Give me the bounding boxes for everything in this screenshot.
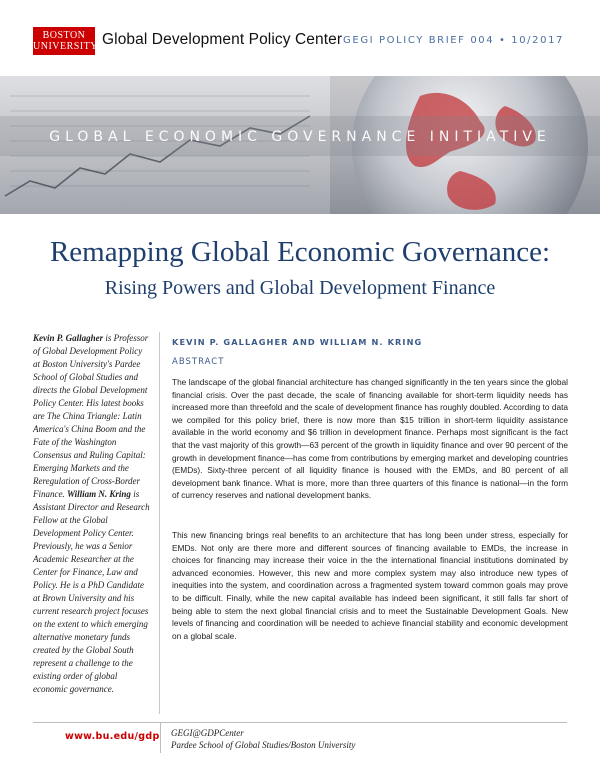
- footer-vertical-divider: [160, 723, 161, 753]
- author1-name: Kevin P. Gallagher: [33, 333, 104, 343]
- website-link[interactable]: www.bu.edu/gdp: [65, 731, 160, 742]
- cover-banner: [0, 76, 600, 214]
- footer-contact-handle: GEGI@GDPCenter: [171, 728, 244, 738]
- footer-contact-school: Pardee School of Global Studies/Boston University: [171, 740, 356, 750]
- center-name: Global Development Policy Center: [102, 31, 343, 48]
- abstract-heading: ABSTRACT: [172, 357, 225, 367]
- page-header: [0, 0, 600, 76]
- logo-line-1: BOSTON: [42, 30, 86, 41]
- footer-divider: [33, 722, 567, 723]
- brief-number: GEGI POLICY BRIEF 004 • 10/2017: [343, 35, 564, 46]
- boston-university-logo: [33, 27, 98, 55]
- author2-bio: is Assistant Director and Research Fellow at the Global Development Policy Center. Previously, he was a Senior Academic Researcher at the Center for Finance, Law and Policy. He is a PhD Candidate at Brown University and his current research project focuses on the extent to which emerging alternative monetary funds created by the Global South represent a challenge to the existing order of global economic governance.: [33, 489, 150, 694]
- abstract-paragraph-2: This new financing brings real benefits to an architecture that has long been under stress, especially for EMDs. Not only are there more and different sources of financing available to EMDs, the increase in choices for financing may increase their voice in the the international financial institutions dominated by advanced economies. However, this new and more complex system may also introduce new types of inequities into the system, and coordination across a fragmented system toward common goals may prove to be difficult. Finally, while the new capital available has indeed been significant, it still falls far short of being able to stem the next global financial crisis and to meet the Sustainable Development Goals. New levels of financing and coordination will be needed to achieve financial stability and economic development on a global scale.: [172, 530, 568, 641]
- footer-contact: [171, 727, 355, 751]
- author1-bio: is Professor of Global Development Policy at Boston University's Pardee School of Global Studies and directs the Global Development Policy Center. His latest books are The China Triangle: Latin America's China Boom and the Fate of the Washington Consensus and Ruling Capital: Emerging Markets and the Reregulation of Cross-Border Finance.: [33, 333, 149, 499]
- abstract-paragraph-1: The landscape of the global financial architecture has changed significantly in the ten years since the global financial crisis. Over the past decade, the scale of financing available for short-term liquidity needs has increased more than threefold and the scale of development finance has roughly doubled. According to data we compiled for this policy brief, there is now more than $15 trillion in short-term liquidity assistance available in the world economy and $6 trillion in development finance. Perhaps most significant is the fact that the vast majority of this growth—63 percent of the growth in liquidity finance and over 90 percent of the growth in development finance—has come from contributions by emerging market and developing countries (EMDs). Sixty-three percent of all liquidity finance is housed with the EMDs, and 80 percent of all development bank finance. What is more, more than three quarters of this finance is national—in the form of currency reserves and national development banks.: [172, 377, 568, 501]
- initiative-title: GLOBAL ECONOMIC GOVERNANCE INITIATIVE: [49, 129, 551, 145]
- logo-line-2: UNIVERSITY: [33, 41, 98, 52]
- author2-name: William N. Kring: [67, 489, 131, 499]
- authors-byline: KEVIN P. GALLAGHER AND WILLIAM N. KRING: [172, 337, 423, 347]
- author-bios-sidebar: [33, 332, 160, 714]
- document-title: Remapping Global Economic Governance:: [49, 236, 551, 268]
- banner-artwork: [0, 76, 600, 214]
- document-subtitle: Rising Powers and Global Development Finance: [104, 277, 496, 299]
